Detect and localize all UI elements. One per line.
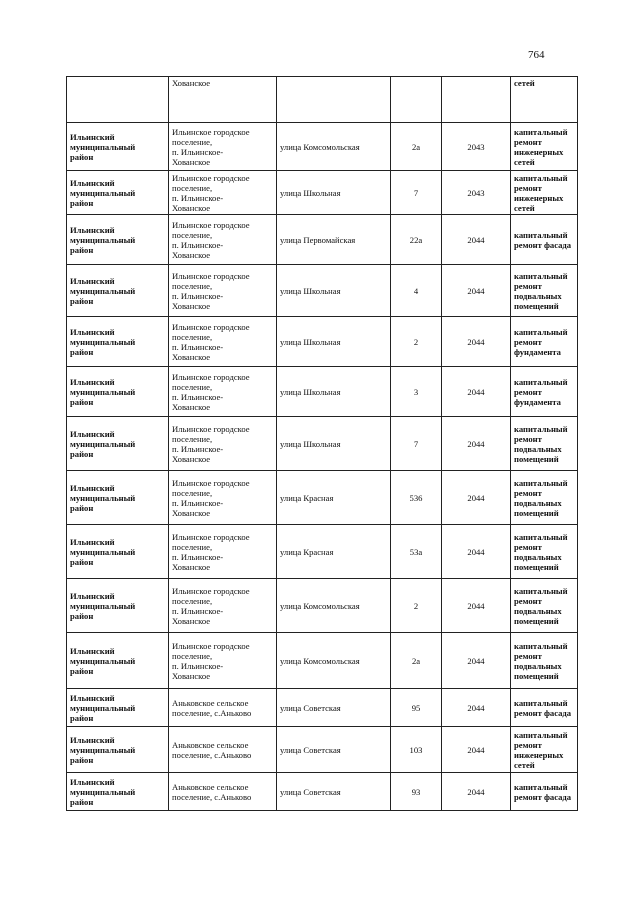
cell-settlement-text: Ильинское городское — [172, 640, 250, 651]
cell-house — [391, 727, 442, 773]
cell-work-text: помещений — [514, 453, 559, 464]
cell-street-text: улица Школьная — [280, 386, 341, 397]
cell-street-text: улица Первомайская — [280, 234, 356, 245]
cell-work-text: подвальных — [514, 551, 562, 562]
cell-work — [511, 367, 578, 417]
cell-work-text: помещений — [514, 615, 559, 626]
cell-house — [391, 215, 442, 265]
cell-district-text: муниципальный — [70, 234, 136, 245]
cell-district-text: муниципальный — [70, 336, 136, 347]
cell-settlement-text: поселение, с.Аньково — [172, 749, 252, 760]
cell-settlement-text: Ильинское городское — [172, 531, 250, 542]
table-row — [67, 471, 578, 525]
cell-year-text: 2043 — [467, 187, 485, 198]
cell-work-text: ремонт — [514, 280, 542, 291]
cell-district — [67, 773, 169, 811]
cell-settlement-text: Хованское — [172, 615, 211, 626]
cell-district-text: муниципальный — [70, 786, 136, 797]
renovation-table — [66, 76, 578, 811]
cell-settlement — [169, 633, 277, 689]
cell-settlement-text: Хованское — [172, 249, 211, 260]
cell-district-text: Ильинский — [70, 536, 115, 547]
cell-settlement — [169, 171, 277, 215]
cell-district-text: район — [70, 197, 94, 208]
cell-district-text: Ильинский — [70, 224, 115, 235]
cell-year — [442, 471, 511, 525]
table-row — [67, 417, 578, 471]
cell-work — [511, 727, 578, 773]
cell-year-text: 2044 — [467, 285, 485, 296]
cell-settlement-text: поселение, — [172, 650, 213, 661]
cell-work — [511, 579, 578, 633]
cell-work-text: капитальный — [514, 781, 568, 792]
cell-year-text: 2044 — [467, 492, 485, 503]
cell-work — [511, 773, 578, 811]
cell-year — [442, 171, 511, 215]
cell-work-text: ремонт — [514, 182, 542, 193]
cell-settlement-text: Ильинское городское — [172, 172, 250, 183]
cell-year — [442, 367, 511, 417]
table-row — [67, 579, 578, 633]
cell-district — [67, 77, 169, 123]
cell-settlement-text: п. Ильинское- — [172, 443, 224, 454]
cell-street — [277, 417, 391, 471]
cell-work-text: капитальный — [514, 477, 568, 488]
cell-work-text: подвальных — [514, 497, 562, 508]
cell-house-text: 95 — [411, 702, 421, 713]
cell-house-text: 3 — [413, 386, 419, 397]
cell-district-text: Ильинский — [70, 482, 115, 493]
cell-district-text: муниципальный — [70, 744, 136, 755]
cell-work-text: фундамента — [514, 346, 561, 357]
cell-house-text: 7 — [413, 187, 419, 198]
cell-house — [391, 773, 442, 811]
cell-year-text: 2044 — [467, 336, 485, 347]
cell-year — [442, 417, 511, 471]
cell-work — [511, 171, 578, 215]
cell-work-text: подвальных — [514, 605, 562, 616]
cell-house — [391, 689, 442, 727]
cell-street — [277, 265, 391, 317]
cell-district — [67, 633, 169, 689]
cell-district — [67, 215, 169, 265]
cell-house-text: 22а — [409, 234, 423, 245]
cell-work-text: ремонт фасада — [514, 239, 572, 250]
cell-district — [67, 471, 169, 525]
cell-work-text: инженерных — [514, 192, 564, 203]
cell-district — [67, 123, 169, 171]
cell-district-text: район — [70, 796, 94, 807]
cell-work-text: инженерных — [514, 749, 564, 760]
cell-district-text: район — [70, 754, 94, 765]
cell-work-text: помещений — [514, 561, 559, 572]
cell-work-text: ремонт фасада — [514, 707, 572, 718]
cell-settlement-text: Ильинское городское — [172, 477, 250, 488]
cell-work-text: капитальный — [514, 229, 568, 240]
cell-house-text: 2а — [411, 655, 421, 666]
table-row — [67, 123, 578, 171]
cell-street-text: улица Советская — [280, 744, 341, 755]
cell-district-text: Ильинский — [70, 177, 115, 188]
table-row — [67, 689, 578, 727]
cell-district-text: район — [70, 448, 94, 459]
cell-work-text: ремонт — [514, 650, 542, 661]
cell-settlement-text: Хованское — [172, 202, 211, 213]
cell-year-text: 2044 — [467, 546, 485, 557]
cell-work-text: капитальный — [514, 697, 568, 708]
cell-street-text: улица Школьная — [280, 285, 341, 296]
cell-district-text: Ильинский — [70, 275, 115, 286]
cell-street-text: улица Красная — [280, 546, 334, 557]
cell-district-text: муниципальный — [70, 546, 136, 557]
cell-work-text: сетей — [514, 156, 535, 167]
cell-district — [67, 265, 169, 317]
cell-work-text: ремонт фасада — [514, 791, 572, 802]
cell-district — [67, 417, 169, 471]
cell-settlement-text: Хованское — [172, 401, 211, 412]
work-text: сетей — [514, 78, 535, 88]
cell-year — [442, 525, 511, 579]
cell-settlement-text: п. Ильинское- — [172, 192, 224, 203]
page-number: 764 — [528, 49, 545, 61]
cell-year — [442, 579, 511, 633]
cell-work — [511, 215, 578, 265]
cell-district-text: муниципальный — [70, 141, 136, 152]
cell-settlement-text: п. Ильинское- — [172, 146, 224, 157]
cell-work-text: ремонт — [514, 487, 542, 498]
cell-house-text: 53а — [409, 546, 423, 557]
table-row — [67, 727, 578, 773]
cell-settlement-text: Хованское — [172, 507, 211, 518]
cell-district-text: муниципальный — [70, 386, 136, 397]
cell-year-text: 2044 — [467, 744, 485, 755]
cell-settlement — [169, 265, 277, 317]
cell-settlement — [169, 579, 277, 633]
cell-district-text: муниципальный — [70, 438, 136, 449]
cell-settlement-text: поселение, с.Аньково — [172, 707, 252, 718]
cell-district-text: Ильинский — [70, 734, 115, 745]
cell-settlement-text: поселение, — [172, 229, 213, 240]
cell-year — [442, 215, 511, 265]
cell-district — [67, 579, 169, 633]
cell-settlement-text: Хованское — [172, 351, 211, 362]
cell-settlement-text: поселение, — [172, 381, 213, 392]
cell-street-text: улица Комсомольская — [280, 141, 360, 152]
cell-settlement — [169, 773, 277, 811]
cell-work-text: капитальный — [514, 376, 568, 387]
cell-year — [442, 123, 511, 171]
cell-work-text: инженерных — [514, 146, 564, 157]
cell-year — [442, 265, 511, 317]
cell-district-text: район — [70, 665, 94, 676]
cell-house — [391, 367, 442, 417]
cell-year — [442, 727, 511, 773]
cell-district-text: муниципальный — [70, 285, 136, 296]
cell-street-text: улица Советская — [280, 702, 341, 713]
cell-settlement — [169, 525, 277, 579]
cell-street-text: улица Советская — [280, 786, 341, 797]
cell-house-text: 2а — [411, 141, 421, 152]
cell-house-text: 536 — [409, 492, 423, 503]
table-row-continuation — [67, 77, 578, 123]
cell-district-text: муниципальный — [70, 187, 136, 198]
cell-work — [511, 417, 578, 471]
cell-work-text: ремонт — [514, 595, 542, 606]
cell-house — [391, 579, 442, 633]
cell-year — [442, 773, 511, 811]
cell-settlement-text: п. Ильинское- — [172, 391, 224, 402]
cell-work-text: подвальных — [514, 290, 562, 301]
cell-street-text: улица Школьная — [280, 336, 341, 347]
cell-settlement — [169, 317, 277, 367]
cell-year-text: 2044 — [467, 234, 485, 245]
settlement-text: Хованское — [172, 78, 211, 88]
cell-year-text: 2044 — [467, 438, 485, 449]
cell-settlement-text: Ильинское городское — [172, 126, 250, 137]
cell-street — [277, 579, 391, 633]
cell-house-text: 2 — [413, 336, 419, 347]
cell-settlement — [169, 123, 277, 171]
cell-district-text: район — [70, 244, 94, 255]
cell-work-text: капитальный — [514, 585, 568, 596]
cell-work-text: фундамента — [514, 396, 561, 407]
cell-district-text: муниципальный — [70, 702, 136, 713]
cell-district-text: район — [70, 556, 94, 567]
cell-work-text: капитальный — [514, 126, 568, 137]
cell-district — [67, 171, 169, 215]
cell-district — [67, 317, 169, 367]
table-row — [67, 265, 578, 317]
cell-year-text: 2043 — [467, 141, 485, 152]
cell-work-text: ремонт — [514, 386, 542, 397]
cell-street-text: улица Красная — [280, 492, 334, 503]
cell-district-text: Ильинский — [70, 376, 115, 387]
cell-street — [277, 633, 391, 689]
cell-work — [511, 471, 578, 525]
cell-district-text: район — [70, 295, 94, 306]
cell-street — [277, 367, 391, 417]
table-row — [67, 525, 578, 579]
cell-settlement-text: Хованское — [172, 561, 211, 572]
cell-work-text: ремонт — [514, 136, 542, 147]
cell-settlement-text: п. Ильинское- — [172, 341, 224, 352]
cell-settlement-text: поселение, — [172, 136, 213, 147]
cell-street — [277, 525, 391, 579]
cell-district-text: район — [70, 396, 94, 407]
cell-settlement-text: Хованское — [172, 453, 211, 464]
cell-street — [277, 689, 391, 727]
cell-settlement-text: п. Ильинское- — [172, 239, 224, 250]
cell-district-text: район — [70, 502, 94, 513]
cell-work-text: капитальный — [514, 326, 568, 337]
cell-district — [67, 525, 169, 579]
cell-house-text: 2 — [413, 600, 419, 611]
cell-settlement-text: Ильинское городское — [172, 371, 250, 382]
cell-work-text: ремонт — [514, 433, 542, 444]
cell-house — [391, 265, 442, 317]
cell-settlement-text: поселение, — [172, 595, 213, 606]
cell-work — [511, 525, 578, 579]
cell-work-text: капитальный — [514, 423, 568, 434]
cell-district-text: Ильинский — [70, 428, 115, 439]
cell-year-text: 2044 — [467, 600, 485, 611]
cell-work — [511, 317, 578, 367]
cell-settlement-text: поселение, с.Аньково — [172, 791, 252, 802]
cell-settlement-text: Ильинское городское — [172, 270, 250, 281]
cell-district-text: Ильинский — [70, 326, 115, 337]
cell-work-text: капитальный — [514, 640, 568, 651]
cell-street — [277, 317, 391, 367]
cell-street — [277, 727, 391, 773]
table-row — [67, 773, 578, 811]
cell-settlement-text: Аньковское сельское — [172, 781, 249, 792]
cell-house — [391, 171, 442, 215]
cell-house-text: 7 — [413, 438, 419, 449]
cell-district-text: район — [70, 712, 94, 723]
cell-district-text: район — [70, 610, 94, 621]
cell-house — [391, 77, 442, 123]
cell-year-text: 2044 — [467, 386, 485, 397]
cell-settlement-text: поселение, — [172, 331, 213, 342]
cell-work-text: капитальный — [514, 531, 568, 542]
cell-work-text: капитальный — [514, 270, 568, 281]
cell-district-text: Ильинский — [70, 776, 115, 787]
cell-work — [511, 265, 578, 317]
cell-work — [511, 633, 578, 689]
cell-year-text: 2044 — [467, 702, 485, 713]
cell-work — [511, 689, 578, 727]
table-row — [67, 633, 578, 689]
cell-year — [442, 633, 511, 689]
cell-work-text: капитальный — [514, 729, 568, 740]
cell-work-text: помещений — [514, 670, 559, 681]
cell-work-text: сетей — [514, 759, 535, 770]
cell-street-text: улица Школьная — [280, 187, 341, 198]
cell-district — [67, 689, 169, 727]
table-row — [67, 367, 578, 417]
cell-district-text: муниципальный — [70, 655, 136, 666]
table-row — [67, 215, 578, 265]
cell-settlement-text: Аньковское сельское — [172, 739, 249, 750]
cell-year — [442, 77, 511, 123]
cell-work-text: ремонт — [514, 541, 542, 552]
cell-street-text: улица Комсомольская — [280, 655, 360, 666]
cell-settlement — [169, 727, 277, 773]
cell-work — [511, 123, 578, 171]
cell-district — [67, 367, 169, 417]
cell-district-text: муниципальный — [70, 600, 136, 611]
cell-work-text: подвальных — [514, 443, 562, 454]
cell-settlement-text: Хованское — [172, 670, 211, 681]
cell-street-text: улица Школьная — [280, 438, 341, 449]
cell-work-text: помещений — [514, 507, 559, 518]
cell-house — [391, 417, 442, 471]
cell-district-text: муниципальный — [70, 492, 136, 503]
cell-district-text: Ильинский — [70, 590, 115, 601]
cell-settlement-text: Ильинское городское — [172, 321, 250, 332]
cell-settlement-text: поселение, — [172, 280, 213, 291]
cell-settlement-text: п. Ильинское- — [172, 660, 224, 671]
cell-settlement-text: Ильинское городское — [172, 423, 250, 434]
cell-house — [391, 633, 442, 689]
cell-work-text: подвальных — [514, 660, 562, 671]
cell-settlement — [169, 689, 277, 727]
cell-work-text: ремонт — [514, 739, 542, 750]
cell-work-text: сетей — [514, 202, 535, 213]
cell-settlement-text: п. Ильинское- — [172, 497, 224, 508]
cell-house — [391, 471, 442, 525]
cell-settlement — [169, 77, 277, 123]
table-row — [67, 317, 578, 367]
cell-settlement-text: поселение, — [172, 433, 213, 444]
cell-year-text: 2044 — [467, 786, 485, 797]
cell-settlement-text: Аньковское сельское — [172, 697, 249, 708]
cell-settlement-text: Ильинское городское — [172, 585, 250, 596]
cell-settlement-text: п. Ильинское- — [172, 605, 224, 616]
cell-year-text: 2044 — [467, 655, 485, 666]
cell-year — [442, 689, 511, 727]
cell-district-text: район — [70, 151, 94, 162]
cell-street-text: улица Комсомольская — [280, 600, 360, 611]
cell-house — [391, 123, 442, 171]
cell-year — [442, 317, 511, 367]
cell-settlement — [169, 215, 277, 265]
cell-settlement-text: поселение, — [172, 487, 213, 498]
cell-street — [277, 215, 391, 265]
cell-district-text: Ильинский — [70, 692, 115, 703]
cell-settlement-text: Ильинское городское — [172, 219, 250, 230]
table-row — [67, 171, 578, 215]
cell-house — [391, 317, 442, 367]
cell-district-text: район — [70, 346, 94, 357]
cell-settlement-text: п. Ильинское- — [172, 551, 224, 562]
cell-street — [277, 123, 391, 171]
cell-street — [277, 171, 391, 215]
cell-settlement-text: Хованское — [172, 300, 211, 311]
cell-settlement-text: п. Ильинское- — [172, 290, 224, 301]
cell-settlement-text: поселение, — [172, 541, 213, 552]
cell-house-text: 4 — [413, 285, 419, 296]
cell-district-text: Ильинский — [70, 131, 115, 142]
cell-settlement-text: Хованское — [172, 156, 211, 167]
cell-district — [67, 727, 169, 773]
cell-settlement — [169, 367, 277, 417]
cell-work — [511, 77, 578, 123]
cell-settlement — [169, 417, 277, 471]
cell-work-text: капитальный — [514, 172, 568, 183]
cell-house-text: 103 — [409, 744, 423, 755]
cell-work-text: помещений — [514, 300, 559, 311]
cell-settlement — [169, 471, 277, 525]
cell-street — [277, 77, 391, 123]
cell-district-text: Ильинский — [70, 645, 115, 656]
cell-work-text: ремонт — [514, 336, 542, 347]
cell-street — [277, 471, 391, 525]
cell-street — [277, 773, 391, 811]
cell-house-text: 93 — [411, 786, 421, 797]
cell-house — [391, 525, 442, 579]
cell-settlement-text: поселение, — [172, 182, 213, 193]
